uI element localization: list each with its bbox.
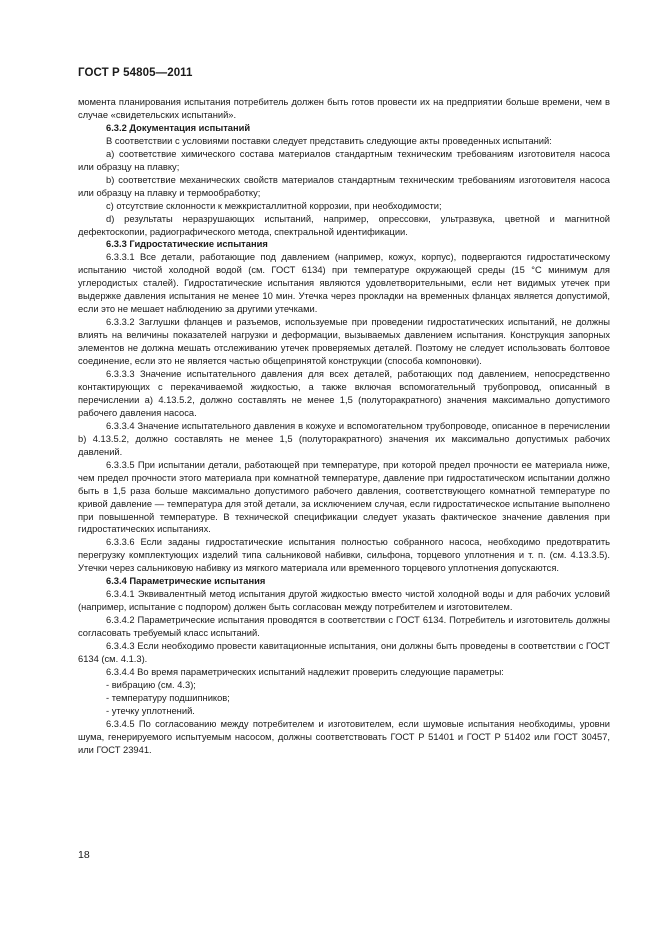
- paragraph: момента планирования испытания потребитель должен быть готов провести их на предприятии больше времени, чем в случае «свидетельских испытаний».: [78, 97, 610, 120]
- dash-list-item: - вибрацию (см. 4.3);: [106, 679, 196, 690]
- paragraph: 6.3.3.2 Заглушки фланцев и разъемов, используемые при проведении гидростатических испытаний, не должны влиять на величины показателей нагрузки и деформации, вызываемых давлением испытания. Конструкция запорных элементов не должна мешать отслеживанию утечек проверяемых деталей. Поэтому не следует использовать болтовое соединение, если это не является частью общепринятой конструкции (способа компоновки).: [78, 317, 610, 367]
- paragraph: 6.3.3.6 Если заданы гидростатические испытания полностью собранного насоса, необходимо предотвратить перегрузку комплектующих изделий типа сальниковой набивки, сильфона, торцевого уплотнения и т. п. (см. 4.13.3.5). Утечки через сальниковую набивку из мягкого материала или временного торцевого уплотнения допускаются.: [78, 537, 610, 574]
- paragraph: 6.3.3.1 Все детали, работающие под давлением (например, кожух, корпус), подвергаются гидростатическому испытанию чистой холодной водой (см. ГОСТ 6134) при температуре окружающей среды (15 °С минимум для углеродистых сталей). Гидростатические испытания являются удовлетворительными, если нет видимых утечек при выдержке давления испытания не менее 10 мин. Утечка через прокладки на временных фланцах является допустимой, если это не мешает наблюдению за другими утечками.: [78, 252, 610, 315]
- paragraph: 6.3.4.5 По согласованию между потребителем и изготовителем, если шумовые испытания необходимы, уровни шума, генерируемого испытуемым насосом, должны соответствовать ГОСТ Р 51401 и ГОСТ Р 51402 или ГОСТ 30457, или ГОСТ 23941.: [78, 718, 610, 755]
- paragraph: 6.3.4.4 Во время параметрических испытаний надлежит проверить следующие параметры:: [106, 666, 504, 677]
- list-item: c) отсутствие склонности к межкристаллитной коррозии, при необходимости;: [106, 200, 442, 211]
- paragraph: 6.3.3.3 Значение испытательного давления для всех деталей, работающих под давлением, непосредственно контактирующих с перекачиваемой жидкостью, а также включая вспомогательный трубопровод, описанный в перечислении а) 4.13.5.2, должно составлять не менее 1,5 (полуторакратного) значения максимально допустимого рабочего давления насоса.: [78, 369, 610, 418]
- section-heading: 6.3.4 Параметрические испытания: [106, 576, 266, 587]
- section-heading: 6.3.2 Документация испытаний: [106, 122, 251, 133]
- list-item: b) соответствие механических свойств материалов стандартным техническим требованиям изготовителя насоса или образцу на плавку и термообработку;: [78, 174, 610, 198]
- paragraph: 6.3.4.1 Эквивалентный метод испытания другой жидкостью вместо чистой холодной воды и для рабочих условий (например, испытание с подпором) должен быть согласован между потребителем и изготовителем.: [78, 589, 610, 613]
- document-body: [78, 96, 610, 757]
- dash-list-item: - температуру подшипников;: [106, 692, 230, 703]
- paragraph: В соответствии с условиями поставки следует представить следующие акты проведенных испытаний:: [106, 135, 552, 146]
- paragraph: 6.3.4.3 Если необходимо провести кавитационные испытания, они должны быть проведены в соответствии с ГОСТ 6134 (см. 4.1.3).: [78, 641, 610, 664]
- list-item: a) соответствие химического состава материалов стандартным техническим требованиям изготовителя насоса или образцу на плавку;: [78, 148, 610, 172]
- list-item: d) результаты неразрушающих испытаний, например, опрессовки, ультразвука, цветной и магнитной дефектоскопии, радиографического метода, спектральной идентификации.: [78, 213, 610, 237]
- paragraph: 6.3.3.4 Значение испытательного давления в кожухе и вспомогательном трубопроводе, описанное в перечислении b) 4.13.5.2, должно составлять не менее 1,5 (полуторакратного) значения их максимально допустимых рабочих давлений.: [78, 420, 610, 457]
- page-number: 18: [78, 849, 90, 861]
- paragraph: 6.3.3.5 При испытании детали, работающей при температуре, при которой предел прочности ее материала ниже, чем предел прочности этого материала при комнатной температуре, давление при гидростатическом испытании должно быть в 1,5 раза больше максимально допустимого рабочего давления, соответствующего комнатной температуре по кривой давление — температура для этой детали, за исключением случая, если гидростатическое испытание выполнено при повышенной температуре. В технической спецификации следует указать фактическое значение давления при гидростатических испытаниях.: [78, 459, 610, 535]
- document-header: ГОСТ Р 54805—2011: [78, 67, 193, 79]
- paragraph: 6.3.4.2 Параметрические испытания проводятся в соответствии с ГОСТ 6134. Потребитель и изготовитель должны согласовать требуемый класс испытаний.: [78, 615, 610, 639]
- section-heading: 6.3.3 Гидростатические испытания: [106, 239, 268, 250]
- dash-list-item: - утечку уплотнений.: [106, 705, 195, 716]
